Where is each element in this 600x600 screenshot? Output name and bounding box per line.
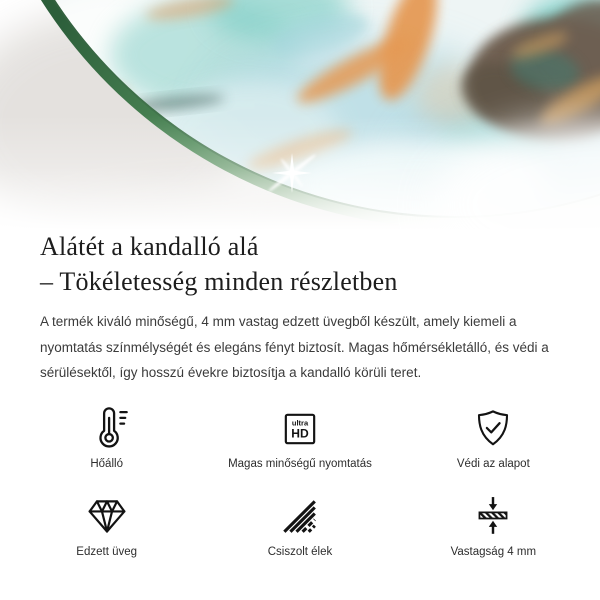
feature-polished-edges xyxy=(203,489,396,558)
diamond-icon xyxy=(85,489,129,537)
feature-tempered-glass xyxy=(10,489,203,558)
product-photo xyxy=(0,0,600,230)
feature-label: Magas minőségű nyomtatás xyxy=(228,458,372,470)
thickness-icon xyxy=(472,489,514,537)
product-description: A termék kiváló minőségű, 4 mm vastag edzett üvegből készült, amely kiemeli a nyomtatás színmélységét és elegáns fényt biztosít. Magas hőmérsékletálló, és védi a sérülésektől, így hosszú évekre biztosítja a kandalló körüli teret. xyxy=(40,314,549,380)
polished-edges-icon xyxy=(280,489,320,537)
shield-check-icon xyxy=(472,401,514,449)
feature-protects-base xyxy=(397,401,590,470)
svg-text:ultra: ultra xyxy=(291,418,309,428)
thermometer-icon xyxy=(84,401,130,449)
feature-heat-resistant xyxy=(10,401,203,470)
page-title xyxy=(40,229,398,299)
feature-thickness-4mm xyxy=(397,489,590,558)
glass-plate-illustration xyxy=(0,0,600,230)
feature-label: Edzett üveg xyxy=(76,546,138,558)
svg-text:HD: HD xyxy=(291,426,309,441)
ultra-hd-icon xyxy=(280,401,320,449)
feature-grid xyxy=(10,401,590,558)
title-line-1: Alátét a kandalló alá xyxy=(40,232,259,261)
feature-label: Csiszolt élek xyxy=(267,546,333,558)
feature-label: Védi az alapot xyxy=(456,458,530,470)
feature-label: Vastagság 4 mm xyxy=(450,546,537,558)
feature-label: Hőálló xyxy=(90,458,123,470)
feature-ultra-hd-print xyxy=(203,401,396,470)
title-line-2: – Tökéletesség minden részletben xyxy=(40,267,398,296)
